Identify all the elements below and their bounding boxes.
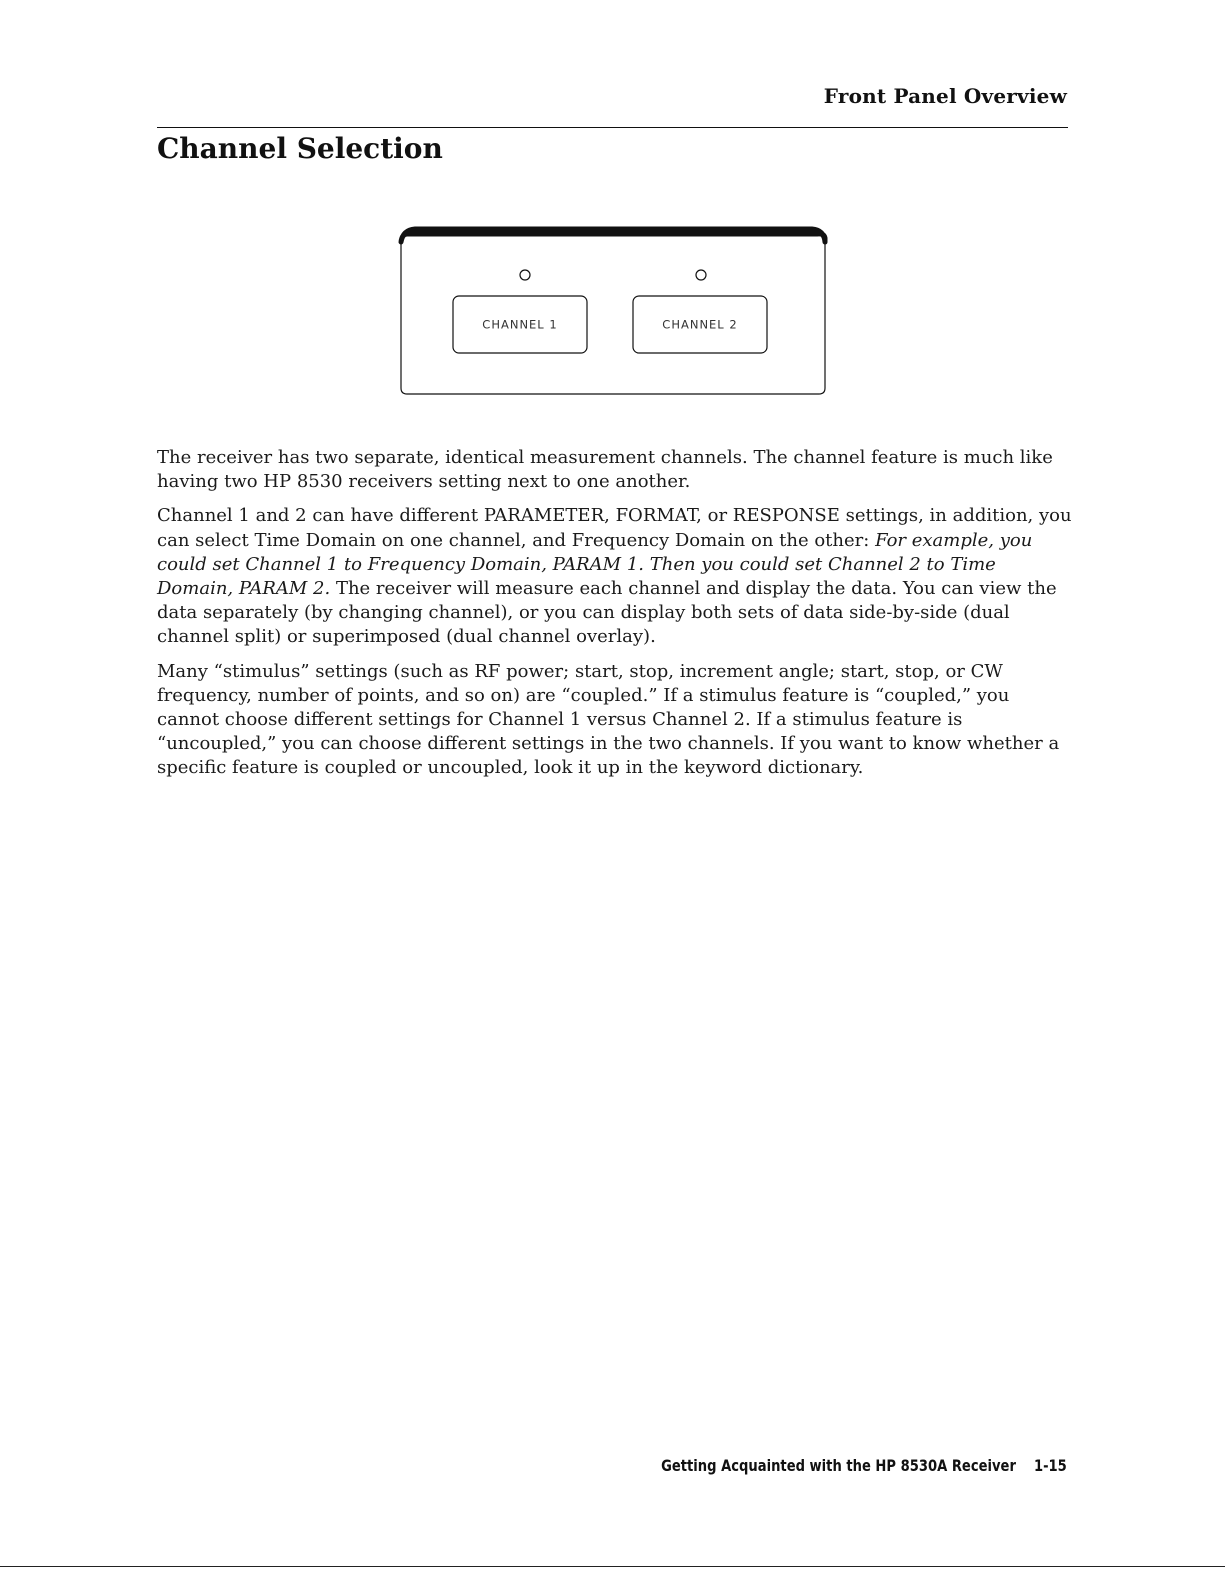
paragraph-3: Many “stimulus” settings (such as RF power; start, stop, increment angle; start, stop, or CW frequency, number of points, and so on) are “coupled.” If a stimulus feature is “coupled,” you cannot choose different settings for Channel 1 versus Channel 2. If a stimulus feature is “uncoupled,” you can choose different settings in the two channels. If you want to know whether a specific feature is coupled or uncoupled, look it up in the keyword dictionary.: [157, 660, 1060, 779]
body-text: [157, 446, 1072, 791]
front-panel-figure: [157, 220, 1057, 410]
paragraph-2-intro: Channel 1 and 2 can have different PARAMETER, FORMAT, or RESPONSE settings, in addition, you can select Time Domain on one channel, and Frequency Domain on the other:: [157, 505, 1072, 551]
channel-1-button[interactable]: [453, 296, 587, 353]
channel-2-button[interactable]: [633, 296, 767, 353]
header-rule: [157, 127, 1068, 128]
channel-2-button-label: CHANNEL 2: [662, 317, 738, 332]
paragraph-1: The receiver has two separate, identical measurement channels. The channel feature is much like having two HP 8530 receivers setting next to one another.: [157, 447, 1053, 493]
channel-2-indicator-icon: [696, 270, 706, 280]
running-head: Front Panel Overview: [823, 84, 1067, 108]
bottom-rule: [0, 1566, 1225, 1567]
paragraph-2: [157, 504, 1072, 649]
footer-book-title: Getting Acquainted with the HP 8530A Receiver: [661, 1456, 1017, 1475]
channel-1-button-label: CHANNEL 1: [482, 317, 558, 332]
paragraph-2-rest: The receiver will measure each channel and display the data. You can view the data separately (by changing channel), or you can display both sets of data side-by-side (dual channel split) or superimposed (dual channel overlay).: [157, 578, 1057, 648]
channel-1-indicator-icon: [520, 270, 530, 280]
page-footer: [661, 1456, 1067, 1475]
paragraph-2-example: For example, you could set Channel 1 to Frequency Domain, PARAM 1. Then you could set Channel 2 to Time Domain, PARAM 2.: [157, 529, 1033, 600]
section-title: Channel Selection: [157, 132, 443, 165]
page-number: 1-15: [1034, 1456, 1067, 1475]
